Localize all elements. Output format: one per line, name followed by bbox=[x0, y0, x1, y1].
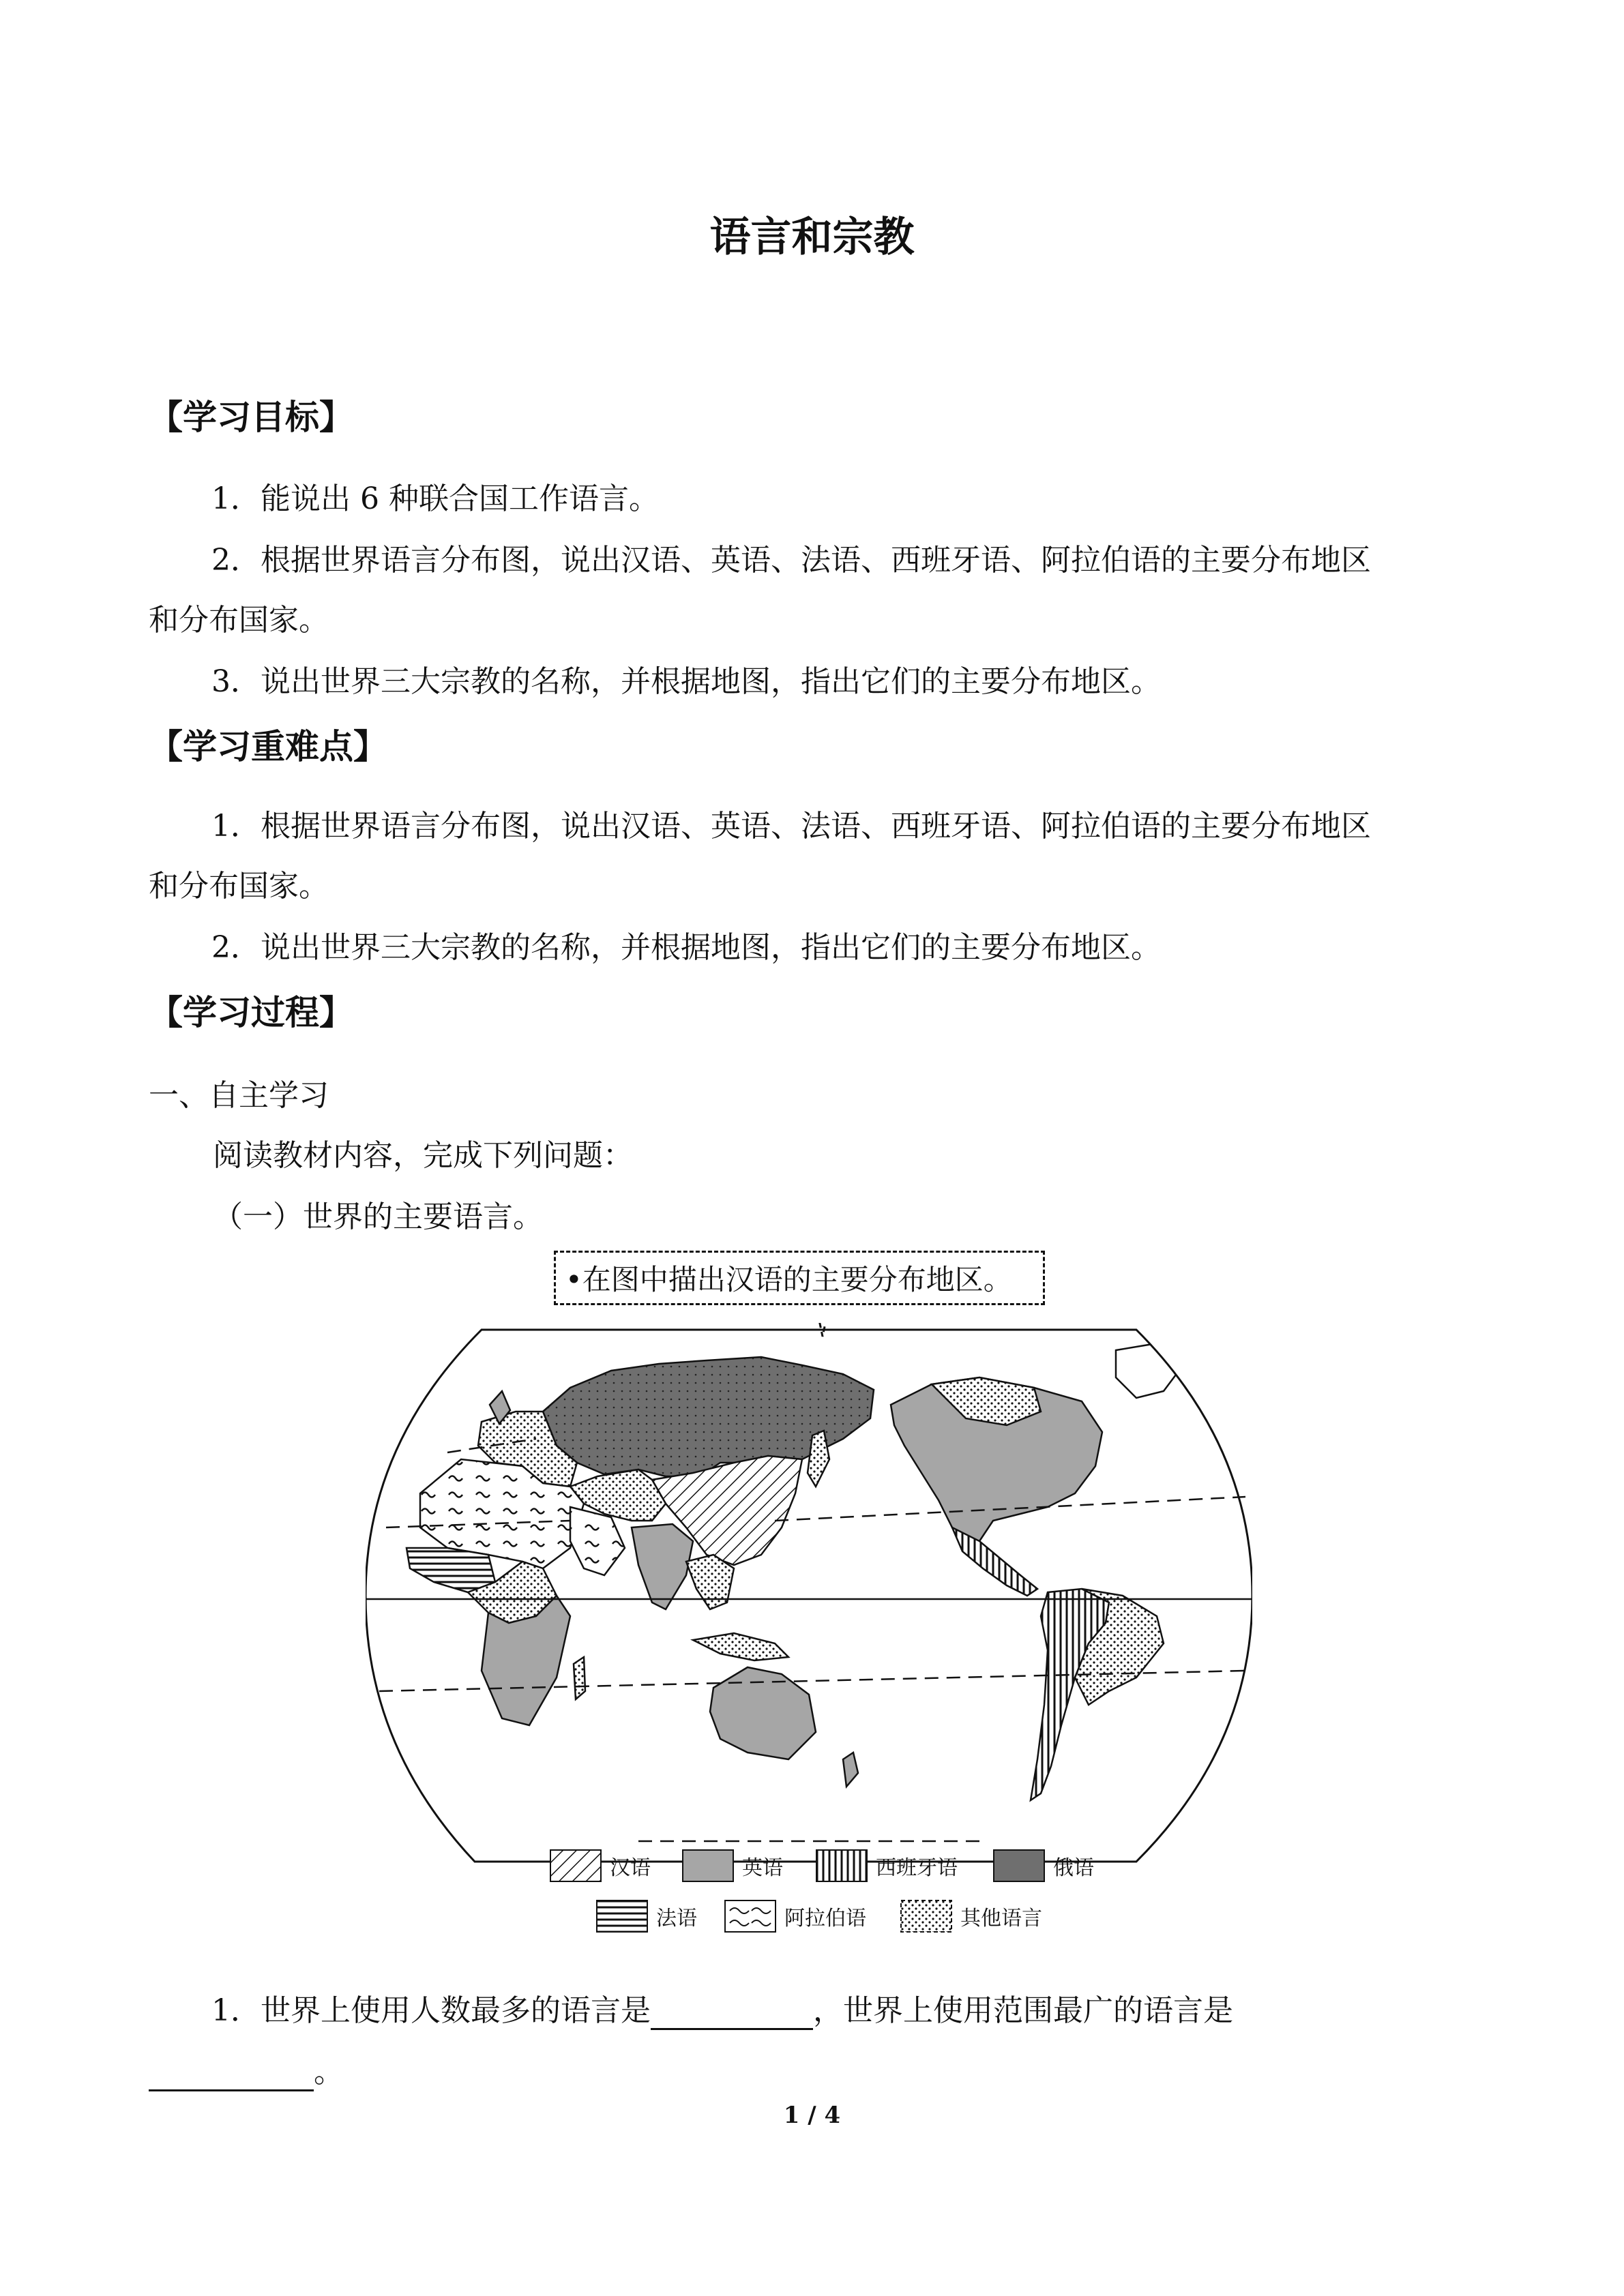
key-point-2: 2．说出世界三大宗教的名称，并根据地图，指出它们的主要分布地区。 bbox=[211, 930, 1161, 965]
question-1 bbox=[211, 1986, 1233, 2030]
legend-french bbox=[596, 1900, 697, 1933]
page-title: 语言和宗教 bbox=[709, 213, 915, 261]
legend-label: 西班牙语 bbox=[876, 1856, 958, 1880]
legend-label: 其他语言 bbox=[960, 1907, 1042, 1930]
question-1-text-b: ，世界上使用范围最广的语言是 bbox=[813, 1993, 1233, 2028]
legend-label: 俄语 bbox=[1053, 1856, 1094, 1880]
dotted-swatch bbox=[900, 1900, 952, 1933]
world-language-map bbox=[366, 1323, 1252, 1868]
legend-spanish bbox=[816, 1849, 958, 1882]
legend-english bbox=[682, 1849, 783, 1882]
diagonal-hatch-swatch bbox=[550, 1849, 602, 1882]
key-point-1-cont: 和分布国家。 bbox=[149, 869, 329, 904]
instruction-text: 阅读教材内容，完成下列问题： bbox=[213, 1138, 633, 1173]
answer-blank-1[interactable] bbox=[651, 1993, 813, 2030]
process-heading: 【学习过程】 bbox=[149, 993, 353, 1032]
answer-blank-2[interactable] bbox=[149, 2055, 314, 2091]
question-1-text-c: 。 bbox=[314, 2055, 344, 2089]
key-points-heading: 【学习重难点】 bbox=[149, 727, 387, 766]
horizontal-lines-swatch bbox=[596, 1900, 648, 1933]
legend-arabic bbox=[724, 1900, 866, 1933]
part-one-heading: 一、自主学习 bbox=[149, 1078, 329, 1113]
objective-3: 3．说出世界三大宗教的名称，并根据地图，指出它们的主要分布地区。 bbox=[211, 664, 1161, 699]
subsection-heading: （一）世界的主要语言。 bbox=[213, 1199, 543, 1234]
legend-label: 汉语 bbox=[610, 1856, 651, 1880]
legend-label: 英语 bbox=[742, 1856, 783, 1880]
question-1-cont bbox=[149, 2047, 344, 2091]
legend-russian bbox=[993, 1849, 1094, 1882]
dark-gray-swatch bbox=[993, 1849, 1045, 1882]
objective-2-cont: 和分布国家。 bbox=[149, 603, 329, 638]
question-1-text-a: 1．世界上使用人数最多的语言是 bbox=[211, 1993, 651, 2028]
objectives-heading: 【学习目标】 bbox=[149, 398, 353, 437]
legend-chinese bbox=[550, 1849, 651, 1882]
legend-label: 阿拉伯语 bbox=[784, 1907, 866, 1930]
map-callout: •在图中描出汉语的主要分布地区。 bbox=[554, 1251, 1045, 1305]
vertical-lines-swatch bbox=[816, 1849, 868, 1882]
light-gray-swatch bbox=[682, 1849, 734, 1882]
objective-2: 2．根据世界语言分布图，说出汉语、英语、法语、西班牙语、阿拉伯语的主要分布地区 bbox=[211, 543, 1371, 578]
page-number: 1 / 4 bbox=[783, 2102, 841, 2129]
wavy-swatch bbox=[724, 1900, 776, 1933]
objective-1: 1．能说出 6 种联合国工作语言。 bbox=[211, 481, 659, 516]
legend-label: 法语 bbox=[656, 1907, 697, 1930]
legend-other bbox=[900, 1900, 1042, 1933]
key-point-1: 1．根据世界语言分布图，说出汉语、英语、法语、西班牙语、阿拉伯语的主要分布地区 bbox=[211, 809, 1371, 844]
